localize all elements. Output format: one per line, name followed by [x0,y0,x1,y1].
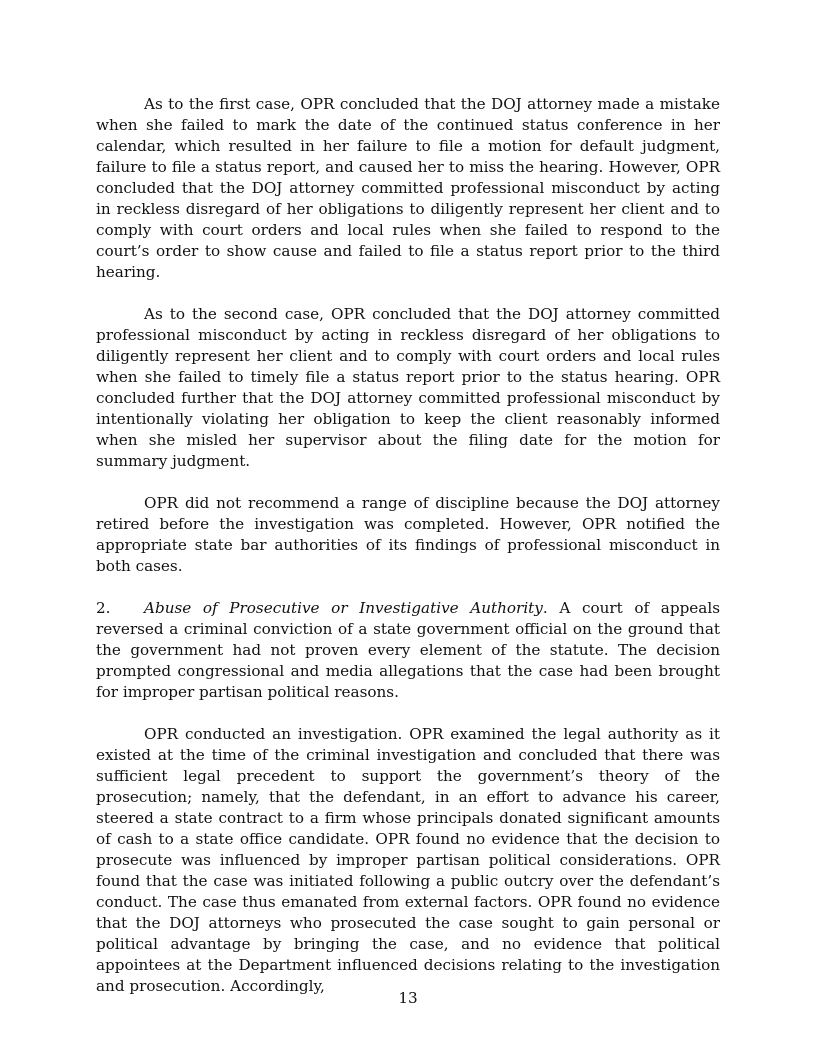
document-body [96,94,720,1018]
section-number: 2. [96,599,111,617]
paragraph-discipline: OPR did not recommend a range of discipline because the DOJ attorney retired before the investigation was completed. However, OPR notified the appropriate state bar authorities of its findings of professional misconduct in both cases. [96,494,720,575]
paragraph-first-case: As to the first case, OPR concluded that the DOJ attorney made a mistake when she failed to mark the date of the continued status conference in her calendar, which resulted in her failure to file a motion for default judgment, failure to file a status report, and caused her to miss the hearing. However, OPR concluded that the DOJ attorney committed professional misconduct by acting in reckless disregard of her obligations to diligently represent her client and to comply with court orders and local rules when she failed to respond to the court’s order to show cause and failed to file a status report prior to the third hearing. [96,95,720,281]
section-heading: Abuse of Prosecutive or Investigative Authority [144,599,543,617]
page-number: 13 [398,989,418,1007]
paragraph-second-case: As to the second case, OPR concluded that the DOJ attorney committed professional misconduct by acting in reckless disregard of her obligations to diligently represent her client and to comply with court orders and local rules when she failed to timely file a status report prior to the status hearing. OPR concluded further that the DOJ attorney committed professional misconduct by intentionally violating her obligation to keep the client reasonably informed when she misled her supervisor about the filing date for the motion for summary judgment. [96,305,720,470]
paragraph-investigation: OPR conducted an investigation. OPR examined the legal authority as it existed at the time of the criminal investigation and concluded that there was sufficient legal precedent to support the government’s theory of the prosecution; namely, that the defendant, in an effort to advance his career, steered a state contract to a firm whose principals donated significant amounts of cash to a state office candidate. OPR found no evidence that the decision to prosecute was influenced by improper partisan political considerations. OPR found that the case was initiated following a public outcry over the defendant’s conduct. The case thus emanated from external factors. OPR found no evidence that the DOJ attorneys who prosecuted the case sought to gain personal or political advantage by bringing the case, and no evidence that political appointees at the Department influenced decisions relating to the investigation and prosecution. Accordingly, [96,725,720,995]
paragraph-section-2 [96,598,720,703]
section-text: . A court of appeals reversed a criminal conviction of a state government official on the ground that the government had not proven every element of the statute. The decision prompted congressional and media allegations that the case had been brought for improper partisan political reasons. [96,599,720,701]
